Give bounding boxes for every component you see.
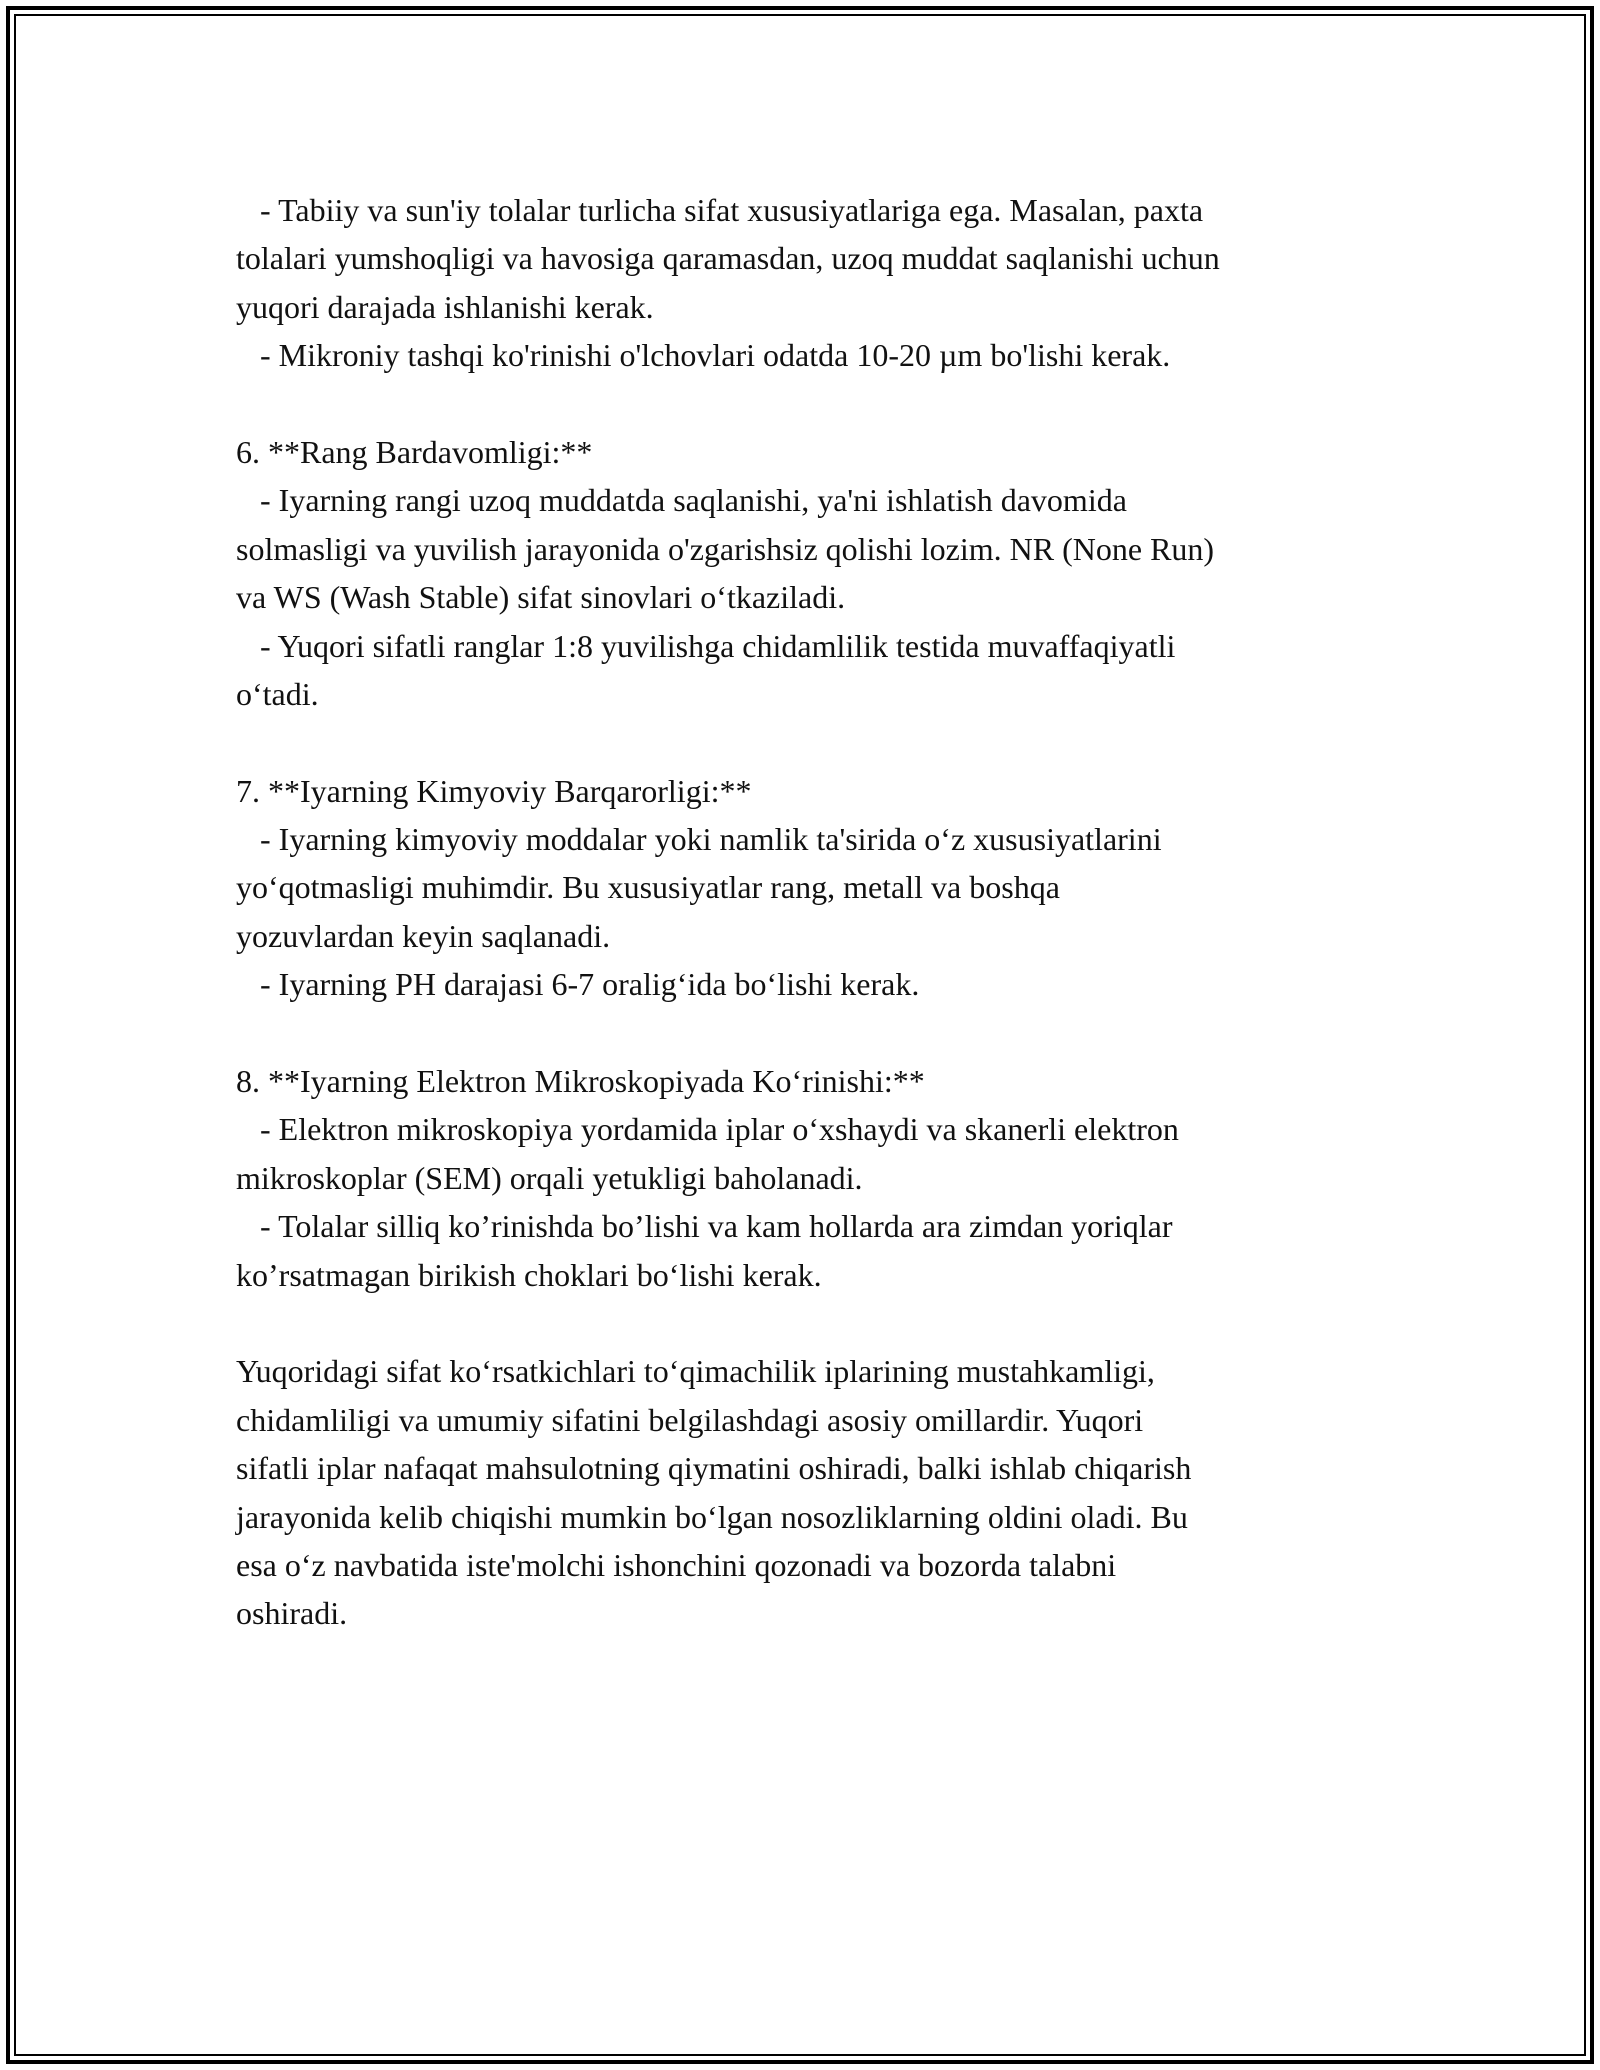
- text-line: esa o‘z navbatida iste'molchi ishonchini qozonadi va bozorda talabni: [236, 1546, 1117, 1583]
- paragraph-conclusion: [236, 1347, 1386, 1637]
- text-line: mikroskoplar (SEM) orqali yetukligi baholanadi.: [236, 1159, 863, 1196]
- section-heading: 8. **Iyarning Elektron Mikroskopiyada Ko‘rinishi:**: [236, 1063, 925, 1100]
- section-heading: 6. **Rang Bardavomligi:**: [236, 433, 593, 470]
- paragraph-fiber-quality: [236, 186, 1386, 380]
- text-line: jarayonida kelib chiqishi mumkin bo‘lgan nosozliklarning oldini oladi. Bu: [236, 1498, 1188, 1535]
- text-line: yuqori darajada ishlanishi kerak.: [236, 288, 654, 325]
- text-line: - Elektron mikroskopiya yordamida iplar o‘xshaydi va skanerli elektron: [236, 1111, 1179, 1148]
- text-line: - Mikroniy tashqi ko'rinishi o'lchovlari odatda 10-20 µm bo'lishi kerak.: [236, 337, 1171, 374]
- paragraph-spacer: [236, 718, 1386, 766]
- section-electron-microscopy: [236, 1057, 1386, 1299]
- paragraph-spacer: [236, 1299, 1386, 1347]
- text-line: Yuqoridagi sifat ko‘rsatkichlari to‘qimachilik iplarining mustahkamligi,: [236, 1353, 1155, 1390]
- section-color-fastness: [236, 428, 1386, 718]
- section-heading: 7. **Iyarning Kimyoviy Barqarorligi:**: [236, 772, 752, 809]
- text-line: solmasligi va yuvilish jarayonida o'zgarishsiz qolishi lozim. NR (None Run): [236, 530, 1215, 567]
- text-line: oshiradi.: [236, 1595, 348, 1632]
- text-line: sifatli iplar nafaqat mahsulotning qiymatini oshiradi, balki ishlab chiqarish: [236, 1450, 1192, 1487]
- text-line: - Yuqori sifatli ranglar 1:8 yuvilishga chidamlilik testida muvaffaqiyatli: [236, 627, 1176, 664]
- text-line: va WS (Wash Stable) sifat sinovlari o‘tkaziladi.: [236, 579, 846, 616]
- text-line: yozuvlardan keyin saqlanadi.: [236, 917, 611, 954]
- text-line: - Iyarning PH darajasi 6-7 oralig‘ida bo‘lishi kerak.: [236, 966, 920, 1003]
- text-line: tolalari yumshoqligi va havosiga qaramasdan, uzoq muddat saqlanishi uchun: [236, 240, 1220, 277]
- paragraph-spacer: [236, 1009, 1386, 1057]
- section-chemical-stability: [236, 767, 1386, 1009]
- text-line: yo‘qotmasligi muhimdir. Bu xususiyatlar rang, metall va boshqa: [236, 869, 1060, 906]
- text-line: chidamliligi va umumiy sifatini belgilashdagi asosiy omillardir. Yuqori: [236, 1401, 1144, 1438]
- text-line: - Iyarning rangi uzoq muddatda saqlanishi, ya'ni ishlatish davomida: [236, 482, 1127, 519]
- text-line: ko’rsatmagan birikish choklari bo‘lishi kerak.: [236, 1256, 822, 1293]
- text-line: - Tabiiy va sun'iy tolalar turlicha sifat xususiyatlariga ega. Masalan, paxta: [236, 192, 1204, 228]
- text-line: - Iyarning kimyoviy moddalar yoki namlik ta'sirida o‘z xususiyatlarini: [236, 821, 1162, 858]
- text-line: - Tolalar silliq ko’rinishda bo’lishi va kam hollarda ara zimdan yoriqlar: [236, 1208, 1173, 1245]
- paragraph-spacer: [236, 380, 1386, 428]
- text-line: o‘tadi.: [236, 675, 319, 712]
- document-body: [236, 186, 1386, 1638]
